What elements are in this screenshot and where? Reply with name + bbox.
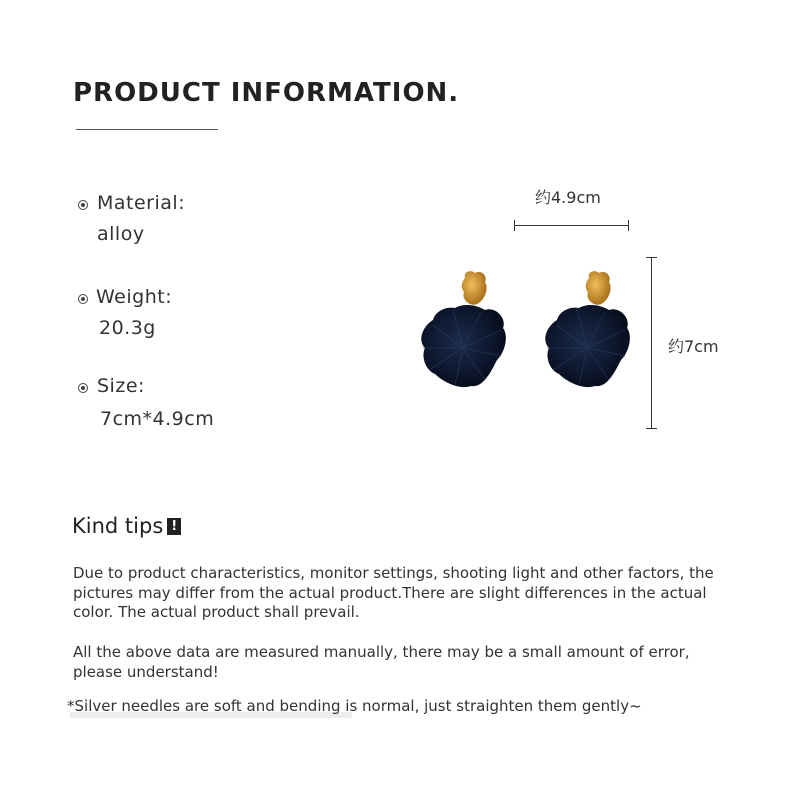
page-title: PRODUCT INFORMATION. [73,78,460,108]
left-earring [421,271,506,387]
weight-value: 20.3g [99,317,156,339]
width-dimension-line [514,225,629,226]
size-label: Size: [97,375,145,397]
height-dimension-label: 约7cm [668,337,719,356]
kind-tips-heading [72,514,181,538]
material-label: Material: [97,192,186,214]
exclamation-icon: ! [167,518,181,535]
height-dimension-tick-top [646,257,657,258]
width-dimension-tick-right [628,220,629,231]
height-dimension-tick-bottom [646,428,657,429]
height-dimension-line [651,257,652,429]
silver-needle-note: *Silver needles are soft and bending is normal, just straighten them gently~ [67,697,642,715]
size-value: 7cm*4.9cm [100,408,215,430]
material-bullet-icon [78,200,88,210]
measurement-paragraph: All the above data are measured manually, there may be a small amount of error, please understand! [73,643,690,681]
width-dimension-label: 约4.9cm [535,188,601,207]
size-bullet-icon [78,383,88,393]
weight-label: Weight: [96,286,173,308]
title-divider [76,129,218,130]
weight-bullet-icon [78,294,88,304]
kind-tips-title: Kind tips [72,514,164,538]
width-dimension-tick-left [514,220,515,231]
earrings-product-image [415,270,640,395]
material-value: alloy [97,223,145,245]
right-earring [545,271,630,387]
disclaimer-paragraph: Due to product characteristics, monitor settings, shooting light and other factors, the pictures may differ from the actual product.There are slight differences in the actual color. The actual product shall prevail. [73,564,714,621]
